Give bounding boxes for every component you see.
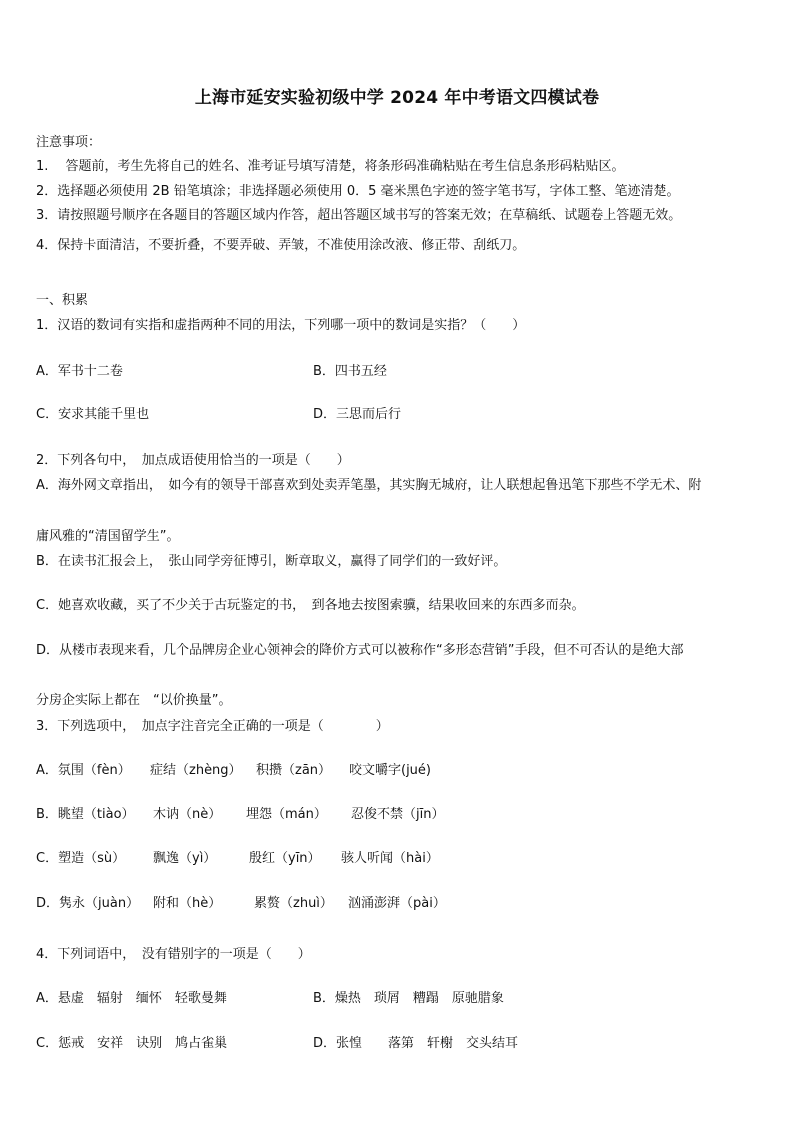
notice-item-1: 1. 答题前，考生先将自己的姓名、准考证号填写清楚，将条形码准确粘贴在考生信息条形码粘贴区。 [36,159,625,174]
q1-stem: 1．汉语的数词有实指和虚指两种不同的用法，下列哪一项中的数词是实指？（ ） [36,318,526,333]
q2-option-c: C．她喜欢收藏，买了不少关于古玩鉴定的书， 到各地去按图索骥，结果收回来的东西多而杂。 [36,598,585,613]
q1-option-d: D．三思而后行 [313,407,402,422]
q3-option-a-word4: 咬文嚼字(jué) [349,763,431,778]
q3-option-c-word1: C．塑造（sù） [36,851,126,866]
q3-option-a-word2: 症结（zhèng） [150,763,242,778]
q2-option-d-line1: D．从楼市表现来看，几个品牌房企业心领神会的降价方式可以被称作“多形态营销”手段，但不可否认的是绝大部 [36,643,684,658]
q3-option-c-word3: 殷红（yīn） [249,851,321,866]
q3-option-a-word1: A．氛围（fèn） [36,763,131,778]
q2-option-a-line2: 庸风雅的“清国留学生”。 [36,529,180,544]
q1-option-b: B．四书五经 [313,364,387,379]
q4-option-c: C．惩戒 安祥 诀别 鸠占雀巢 [36,1036,228,1051]
q3-option-a-word3: 积攒（zān） [256,763,332,778]
notice-item-2: 2．选择题必须使用 2B 铅笔填涂；非选择题必须使用 0．5 毫米黑色字迹的签字笔书写，字体工整、笔迹清楚。 [36,184,680,199]
q3-option-c-word4: 骇人听闻（hài） [341,851,439,866]
page-title: 上海市延安实验初级中学 2024 年中考语文四模试卷 [194,88,600,108]
q3-option-d-word1: D．隽永（juàn） [36,896,140,911]
q2-option-a-line1: A．海外网文章指出， 如今有的领导干部喜欢到处卖弄笔墨，其实胸无城府，让人联想起鲁迅笔下那些不学无术、附 [36,478,702,493]
q2-stem: 2．下列各句中， 加点成语使用恰当的一项是（ ） [36,453,350,468]
q3-option-d-word4: 汹涌澎湃（pài） [348,896,446,911]
q4-option-d: D．张惶 落第 轩榭 交头结耳 [313,1036,519,1051]
q3-option-b-word3: 埋怨（mán） [246,807,327,822]
q4-option-a: A．悬虚 辐射 缅怀 轻歌曼舞 [36,991,227,1006]
q1-option-c: C．安求其能千里也 [36,407,150,422]
notice-item-4: 4．保持卡面清洁，不要折叠，不要弄破、弄皱，不准使用涂改液、修正带、刮纸刀。 [36,238,526,253]
notice-item-3: 3．请按照题号顺序在各题目的答题区域内作答，超出答题区域书写的答案无效；在草稿纸、试题卷上答题无效。 [36,208,682,223]
q3-option-b-word2: 木讷（nè） [153,807,222,822]
q3-option-d-word3: 累赘（zhuì） [254,896,333,911]
q4-option-b: B．燥热 琐屑 糟蹋 原驰腊象 [313,991,504,1006]
q2-option-b: B．在读书汇报会上， 张山同学旁征博引，断章取义，赢得了同学们的一致好评。 [36,554,507,569]
q4-stem: 4．下列词语中， 没有错别字的一项是（ ） [36,947,311,962]
q3-option-d-word2: 附和（hè） [153,896,222,911]
q3-option-b-word1: B．眺望（tiào） [36,807,135,822]
section-heading: 一、积累 [36,293,89,308]
q3-option-c-word2: 飘逸（yì） [153,851,217,866]
q1-option-a: A．军书十二卷 [36,364,123,379]
notice-heading: 注意事项： [36,135,102,150]
q3-option-b-word4: 忍俊不禁（jīn） [351,807,445,822]
q2-option-d-line2: 分房企实际上都在 “以价换量”。 [36,693,232,708]
q3-stem: 3．下列选项中， 加点字注音完全正确的一项是（ ） [36,719,389,734]
